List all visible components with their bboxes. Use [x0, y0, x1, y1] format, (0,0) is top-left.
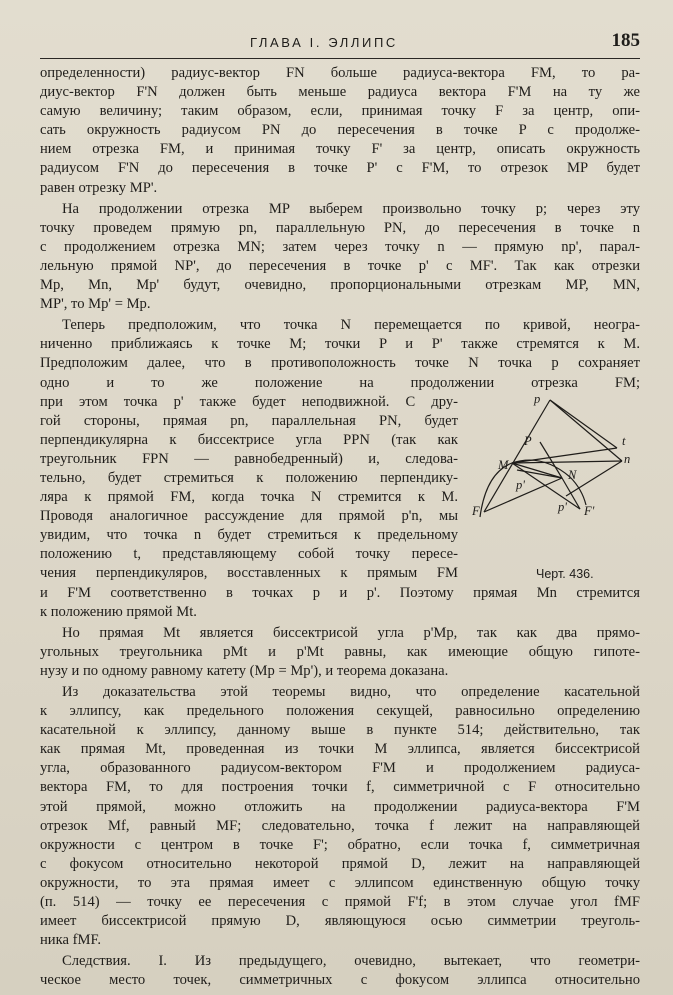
text-line: самую величину; таким образом, если, принимая точку F за центр, опи- [40, 103, 640, 120]
text-line: лельную прямой NP', до пересечения в точке p' с MF'. Так как отрезки [40, 257, 640, 274]
line-p-t [550, 400, 617, 448]
label-Fprime: F' [584, 503, 595, 518]
text-line: ниченно приближаясь к точке M; точки P и P' также стремятся к M. [40, 336, 640, 353]
text-with-figure [40, 393, 640, 584]
text-line: окружности, то эта прямая имеет с эллипсом единственную общую точку [40, 874, 640, 891]
body-text [40, 64, 640, 991]
text-line: определенности) радиус-вектор FN больше радиуса-вектора FM, то ра- [40, 65, 640, 81]
figure-caption: Черт. 436. [536, 566, 594, 581]
text-line: На продолжении отрезка MP выберем произвольно точку p; через эту [62, 200, 640, 217]
paragraph-5 [40, 683, 640, 950]
text-line: и F'M соответственно в точках p и p'. Поэтому прямая Mn стремится [40, 584, 640, 601]
header-rule [40, 58, 640, 59]
paragraph-2 [40, 200, 640, 315]
text-line: Но прямая Mt является биссектрисой угла p'Mp, так как два прямо- [62, 624, 640, 641]
text-line: положению t, представляющему собой точку пересе- [40, 546, 458, 563]
line-M-n [512, 461, 622, 463]
text-line: как прямая Mt, проведенная из точки M эллипса, является биссектрисой [40, 741, 640, 758]
text-line: (п. 514) — точку ее пересечения с прямой F'f; в этом случае угол fMF [40, 894, 640, 911]
text-line: радиусом F'N до пересечения в точке P' с F'M, то отрезок MP будет [40, 160, 640, 177]
text-line: к эллипсу, как предельного положения секущей, равносильно определению [40, 703, 640, 720]
label-n: n [624, 451, 631, 466]
text-line: нием отрезка FM, и принимая точку F' за центр, описать окружность [40, 141, 640, 158]
geometry-diagram [472, 393, 644, 565]
paragraph-4 [40, 624, 640, 681]
text-line: увидим, что точка n будет стремиться к предельному [40, 527, 458, 544]
text-line: нузу и по одному равному катету (Mp = Mp'), и теорема доказана. [40, 662, 449, 679]
text-line: отрезок Mf, равный MF; следовательно, точка f лежит на направляющей [40, 817, 640, 834]
paragraph-1 [40, 64, 640, 198]
text-line: Mp, Mn, Mp' будут, очевидно, пропорциональными отрезкам MP, MN, [40, 277, 640, 294]
label-Pprime: p' [516, 477, 525, 492]
text-line: тельно, будет стремиться к положению перпендику- [40, 469, 458, 486]
line-F-p [484, 400, 550, 512]
label-P: P [524, 433, 532, 448]
text-line: равен отрезку MP'. [40, 179, 158, 196]
text-line: Теперь предположим, что точка N перемещается по кривой, неогра- [62, 317, 640, 334]
text-line: ческое место точек, симметричных с фокусом эллипса относительно [40, 972, 640, 989]
text-line: треугольник FPN — равнобедренный) и, следова- [40, 450, 458, 467]
text-line: одно и то же положение на продолжении отрезка FM; [40, 374, 640, 391]
paragraph-3 [40, 316, 640, 622]
label-t: t [622, 433, 626, 448]
text-line: этой прямой, можно отложить на продолжении радиуса-вектора F'M [40, 798, 640, 815]
page-header [40, 30, 640, 56]
text-line: вектора FM, то для построения точки f, симметричной с F относительно [40, 779, 640, 796]
text-line: Предположим далее, что в противоположность точке N точка p сохраняет [40, 355, 640, 372]
running-title: ГЛАВА I. ЭЛЛИПС [250, 35, 398, 50]
text-line: ника fMF. [40, 932, 102, 949]
text-line: перпендикулярна к биссектрисе угла PPN (так как [40, 431, 458, 448]
text-line: ляра к прямой FM, когда точка N стремится к M. [40, 489, 458, 506]
text-line: Из доказательства этой теоремы видно, что определение касательной [62, 684, 640, 700]
figure-436 [472, 393, 644, 591]
label-M: M [498, 457, 509, 472]
text-line: точку проведем прямую pn, параллельную PN, до пересечения в точке n [40, 219, 640, 236]
text-line: угла, образованного радиусом-вектором F'M и продолжением радиуса- [40, 760, 640, 777]
label-F: F [472, 503, 480, 518]
text-line: Следствия. I. Из предыдущего, очевидно, вытекает, что геометри- [62, 953, 640, 970]
text-line: диус-вектор F'N должен быть меньше радиуса вектора F'M на ту же [40, 84, 640, 101]
text-line: гой стороны, прямая pn, параллельная PN, будет [40, 412, 458, 429]
text-line: с фокусом относительно некоторой прямой D, лежит на направляющей [40, 855, 640, 872]
text-line: Проводя аналогичное рассуждение для прямой p'n, мы [40, 508, 458, 525]
text-line: к положению прямой Mt. [40, 603, 197, 620]
label-p: p [534, 392, 541, 406]
text-line: сать окружность радиусом PN до пересечения в точке P с продолже- [40, 122, 640, 139]
line-M-t [512, 448, 617, 463]
label-N: N [568, 467, 577, 482]
label-pprime: p' [558, 499, 567, 514]
text-line: касательной к эллипсу, данному выше в пункте 514; действительно, так [40, 722, 640, 739]
text-line: с продолжением отрезка MN; затем через точку n — прямую np', парал- [40, 238, 640, 255]
text-line: угольных треугольника pMt и p'Mt равны, как имеющие общую гипоте- [40, 643, 640, 660]
text-line: имеет биссектрисой прямую D, являющуюся осью симметрии треуголь- [40, 913, 640, 930]
paragraph-6 [40, 952, 640, 990]
text-line: окружности с центром в точке F'; обратно, если точка f, симметричная [40, 836, 640, 853]
text-line: MP', то Mp' = Mp. [40, 296, 151, 313]
page-number: 185 [611, 30, 640, 51]
text-line: при этом точка p' также будет неподвижной. С дру- [40, 393, 458, 410]
text-line: чения перпендикуляров, восставленных к прямым FM [40, 565, 458, 582]
